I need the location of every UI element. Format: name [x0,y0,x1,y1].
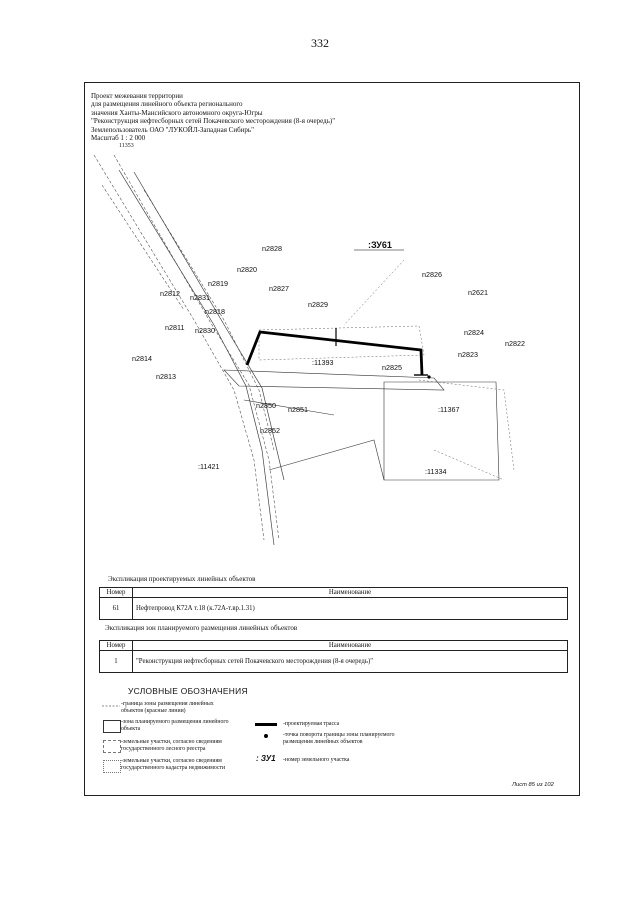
parcel-boundaries [224,370,499,480]
road-corridor [94,155,279,540]
parcel-number-symbol: : ЗУ1 [256,754,276,763]
point-label: n2824 [464,328,484,337]
point-label: n2851 [288,405,308,414]
parcel-number: :11367 [438,405,460,414]
point-label: n2818 [205,307,225,316]
title-line: для размещения линейного объекта регионального [91,100,243,109]
parcel-number: :11334 [425,467,447,476]
point-label: n2813 [156,372,176,381]
point-label: n2621 [468,288,488,297]
table1-caption: Экспликация проектируемых линейных объектов [108,575,256,583]
point-label: n2823 [458,350,478,359]
legend-turn-point: -точка поворота границы зоны планируемого размещения линейных объектов [283,732,395,745]
parcel-label-stray: 11353 [119,143,134,149]
route-symbol [255,723,277,726]
table2-caption: Экспликация зон планируемого размещения линейных объектов [105,624,298,632]
sheet-number: Лист 85 из 102 [512,782,554,788]
title-line: Землепользователь ОАО "ЛУКОЙЛ-Западная Сибирь" [91,125,254,134]
point-label: n2850 [256,401,276,410]
point-label: n2822 [505,339,525,348]
table-header: Наименование [133,641,568,651]
point-label: n2831 [190,293,210,302]
table-header: Номер [100,641,133,651]
parcel-label-zu61: :ЗУ61 [368,240,392,250]
scale-label: Масштаб 1 : 2 000 [91,134,146,143]
legend-cadastre: -земельные участки, согласно сведениям государственного кадастра недвижимости [121,758,226,771]
point-label: n2827 [269,284,289,293]
table-cell: "Реконструкция нефтесборных сетей Покачевского месторождения (8-я очередь)" [133,651,568,673]
zones-table [99,640,568,673]
legend-parcel-number: -номер земельного участка [283,757,350,763]
table-cell: 1 [100,651,133,673]
legend-zone: -зона планируемого размещения линейного объекта [121,719,229,732]
zone-symbol [103,720,121,733]
linear-objects-table [99,587,568,620]
table-header: Наименование [133,588,568,598]
cadastral-map [84,150,580,570]
table-header: Номер [100,588,133,598]
legend-forest: -земельные участки, согласно сведениям государственного лесного реестра [121,739,222,752]
point-label: n2819 [208,279,228,288]
point-label: n2814 [132,354,152,363]
point-label: n2826 [422,270,442,279]
turn-point-symbol [264,734,268,738]
forest-symbol [103,740,121,753]
title-line: Проект межевания территории [91,92,183,100]
red-line-symbol [102,703,120,709]
parcel-number: :11421 [198,462,220,471]
title-block [91,92,335,142]
point-label: n2829 [308,300,328,309]
legend-red-line: -граница зоны размещения линейных объектов (красные линии) [121,701,214,714]
point-label: n2820 [237,265,257,274]
point-label: n2830 [195,326,215,335]
page-number: 332 [311,36,329,50]
title-line: "Реконструкция нефтесборных сетей Покачевского месторождения (8-я очередь)" [91,117,336,126]
turn-point-marker [427,375,430,378]
legend-route: -проектируемая трасса [283,721,340,727]
point-label: n2812 [160,289,180,298]
point-label: n2811 [165,323,185,332]
parcel-number: :11393 [312,358,334,367]
table-cell: 61 [100,598,133,620]
point-label: n2828 [262,244,282,253]
point-label: n2825 [382,363,402,372]
title-line: значения Ханты-Мансийского автономного округа-Югры [91,108,263,117]
table-cell: Нефтепровод К72А т.18 (к.72А-т.вр.1.31) [133,598,568,620]
legend-title: УСЛОВНЫЕ ОБОЗНАЧЕНИЯ [128,686,248,696]
cadastre-symbol [103,760,121,773]
point-label: n2852 [260,426,280,435]
